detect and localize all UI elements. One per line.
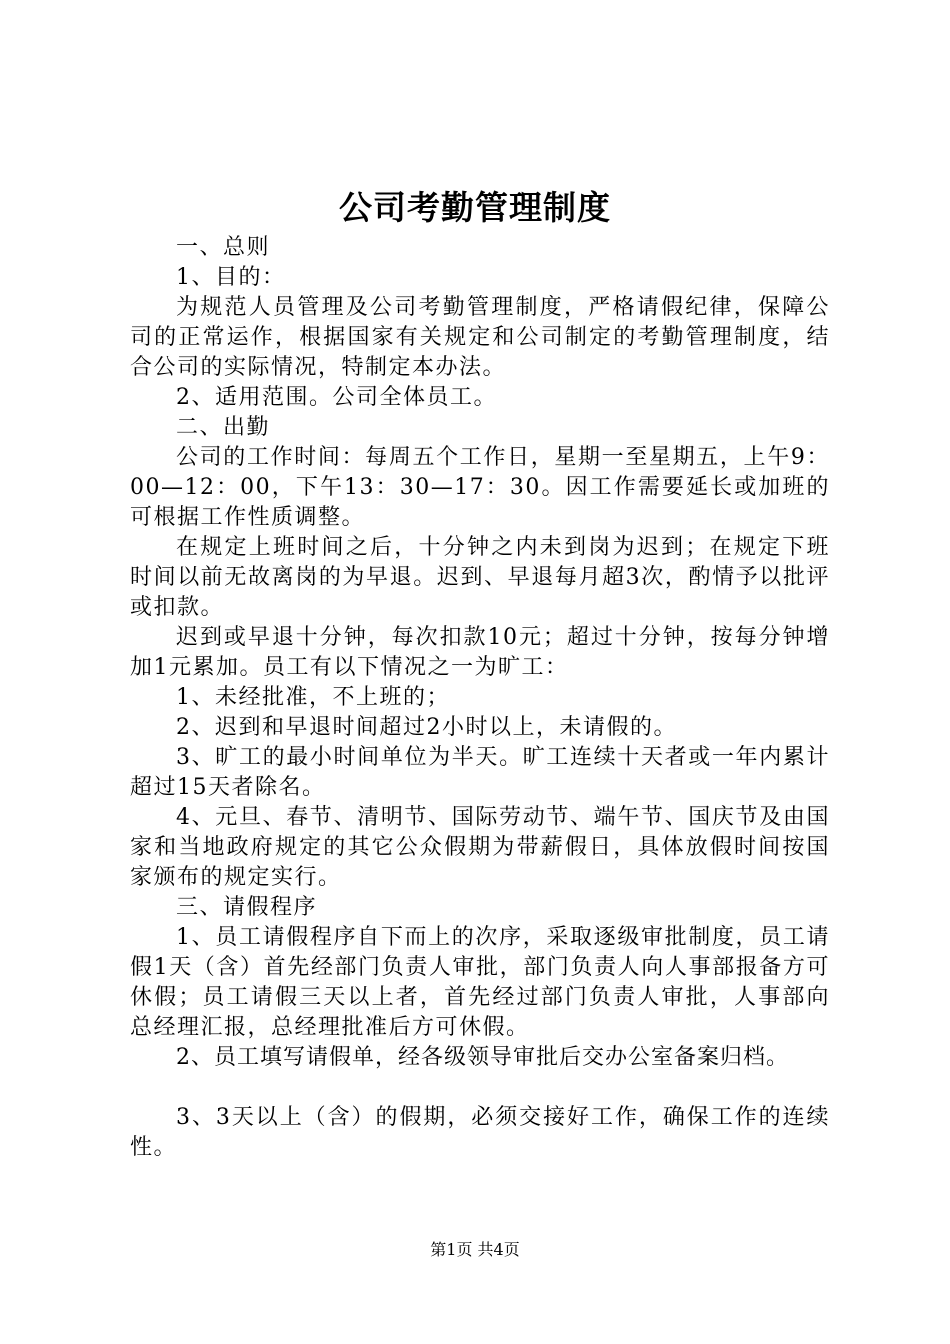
list-item: 1、员工请假程序自下而上的次序，采取逐级审批制度，员工请假1天（含）首先经部门负责人审批，部门负责人向人事部报备方可休假；员工请假三天以上者，首先经过部门负责人审批，人事部向总经理汇报，总经理批准后方可休假。 [130, 925, 830, 1040]
subsection-heading: 1、目的： [176, 265, 286, 290]
list-item: 2、迟到和早退时间超过2小时以上，未请假的。 [176, 715, 677, 740]
paragraph: 为规范人员管理及公司考勤管理制度，严格请假纪律，保障公司的正常运作，根据国家有关规定和公司制定的考勤管理制度，结合公司的实际情况，特制定本办法。 [130, 295, 830, 380]
document-title: 公司考勤管理制度 [339, 188, 611, 227]
document-body [130, 233, 830, 1163]
list-item: 1、未经批准，不上班的； [176, 685, 450, 710]
list-item: 3、旷工的最小时间单位为半天。旷工连续十天者或一年内累计超过15天者除名。 [130, 745, 830, 800]
list-item: 3、3天以上（含）的假期，必须交接好工作，确保工作的连续性。 [130, 1105, 830, 1160]
page-footer: 第1页 共4页 [430, 1240, 520, 1259]
paragraph: 2、适用范围。公司全体员工。 [176, 385, 497, 410]
list-item: 4、元旦、春节、清明节、国际劳动节、端午节、国庆节及由国家和当地政府规定的其它公众假期为带薪假日，具体放假时间按国家颁布的规定实行。 [130, 805, 830, 890]
list-item: 2、员工填写请假单，经各级领导审批后交办公室备案归档。 [176, 1045, 789, 1070]
section-heading: 二、出勤 [176, 415, 271, 440]
paragraph: 在规定上班时间之后，十分钟之内未到岗为迟到；在规定下班时间以前无故离岗的为早退。迟到、早退每月超3次，酌情予以批评或扣款。 [130, 535, 830, 620]
paragraph: 迟到或早退十分钟，每次扣款10元；超过十分钟，按每分钟增加1元累加。员工有以下情况之一为旷工： [130, 625, 830, 680]
paragraph: 公司的工作时间：每周五个工作日，星期一至星期五，上午9：00—12：00，下午13：30—17：30。因工作需要延长或加班的可根据工作性质调整。 [130, 445, 830, 530]
section-heading: 一、总则 [176, 235, 271, 260]
blank-line [130, 1073, 830, 1103]
section-heading: 三、请假程序 [176, 895, 318, 920]
